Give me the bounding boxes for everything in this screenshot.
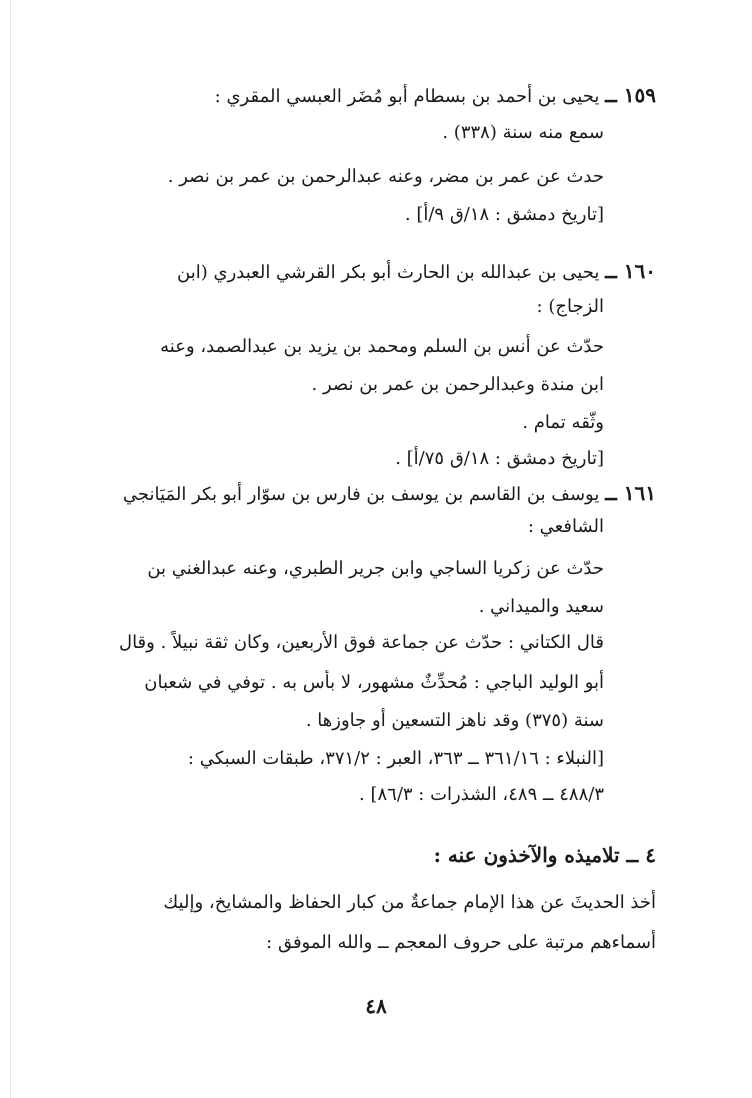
entry-161-heading: يوسف بن القاسم بن يوسف بن فارس بن سوّار أبو بكر المَيَانجي xyxy=(122,484,600,505)
entry-161-line-5: سنة (٣٧٥) وقد ناهز التسعين أو جاوزها . xyxy=(305,710,604,731)
entry-159-line-2: حدث عن عمر بن مضر، وعنه عبدالرحمن بن عمر بن نصر . xyxy=(167,166,604,187)
entry-161-number: ١٦١ ــ xyxy=(605,481,656,505)
entry-160-line-2: ابن مندة وعبدالرحمن بن عمر بن نصر . xyxy=(311,374,604,395)
entry-159-heading: يحيى بن أحمد بن بسطام أبو مُضَر العبسي المقري : xyxy=(214,86,600,107)
section-paragraph-line-1: أخذ الحديثَ عن هذا الإمام جماعةٌ من كبار الحفاظ والمشايخ، وإليك xyxy=(163,892,656,913)
entry-161-reference-2: ٤٨٨/٣ ــ ٤٨٩، الشذرات : ٨٦/٣] . xyxy=(359,784,604,805)
entry-160-line-1: حدّث عن أنس بن السلم ومحمد بن يزيد بن عبدالصمد، وعنه xyxy=(160,336,604,357)
page-edge-shadow xyxy=(10,0,11,1098)
entry-161-line-4: أبو الوليد الباجي : مُحدِّثٌ مشهور، لا بأس به . توفي في شعبان xyxy=(144,672,604,693)
text-column xyxy=(88,0,656,1098)
page-number: ٤٨ xyxy=(365,994,387,1018)
entry-159-number: ١٥٩ ــ xyxy=(605,83,656,107)
entry-161-line-1: حدّث عن زكريا الساجي وابن جرير الطبري، وعنه عبدالغني بن xyxy=(147,558,604,579)
entry-159-heading-line xyxy=(88,82,656,112)
section-paragraph-line-2: أسماءهم مرتبة على حروف المعجم ــ والله الموفق : xyxy=(266,932,656,953)
entry-161-reference-1: [النبلاء : ٣٦١/١٦ ــ ٣٦٣، العبر : ٣٧١/٢، طبقات السبكي : xyxy=(187,748,604,769)
entry-160-heading-cont: الزجاج) : xyxy=(536,296,604,317)
entry-159-line-1: سمع منه سنة (٣٣٨) . xyxy=(442,122,604,143)
entry-160-heading: يحيى بن عبدالله بن الحارث أبو بكر القرشي العبدري (ابن xyxy=(177,262,600,283)
entry-161-heading-line xyxy=(88,480,656,510)
entry-159-reference: [تاريخ دمشق : ١٨/ق ٩/أ] . xyxy=(404,204,604,225)
entry-161-line-3: قال الكتاني : حدّث عن جماعة فوق الأربعين، وكان ثقة نبيلاً . وقال xyxy=(118,632,604,653)
entry-161-heading-cont: الشافعي : xyxy=(527,516,604,537)
entry-161-line-2: سعيد والميداني . xyxy=(478,596,604,617)
entry-160-reference: [تاريخ دمشق : ١٨/ق ٧٥/أ] . xyxy=(395,448,604,469)
section-heading: ٤ ــ تلاميذه والآخذون عنه : xyxy=(433,843,656,867)
entry-160-heading-line xyxy=(88,258,656,288)
entry-160-line-3: وثّقه تمام . xyxy=(522,412,604,433)
entry-160-number: ١٦٠ ــ xyxy=(605,259,656,283)
